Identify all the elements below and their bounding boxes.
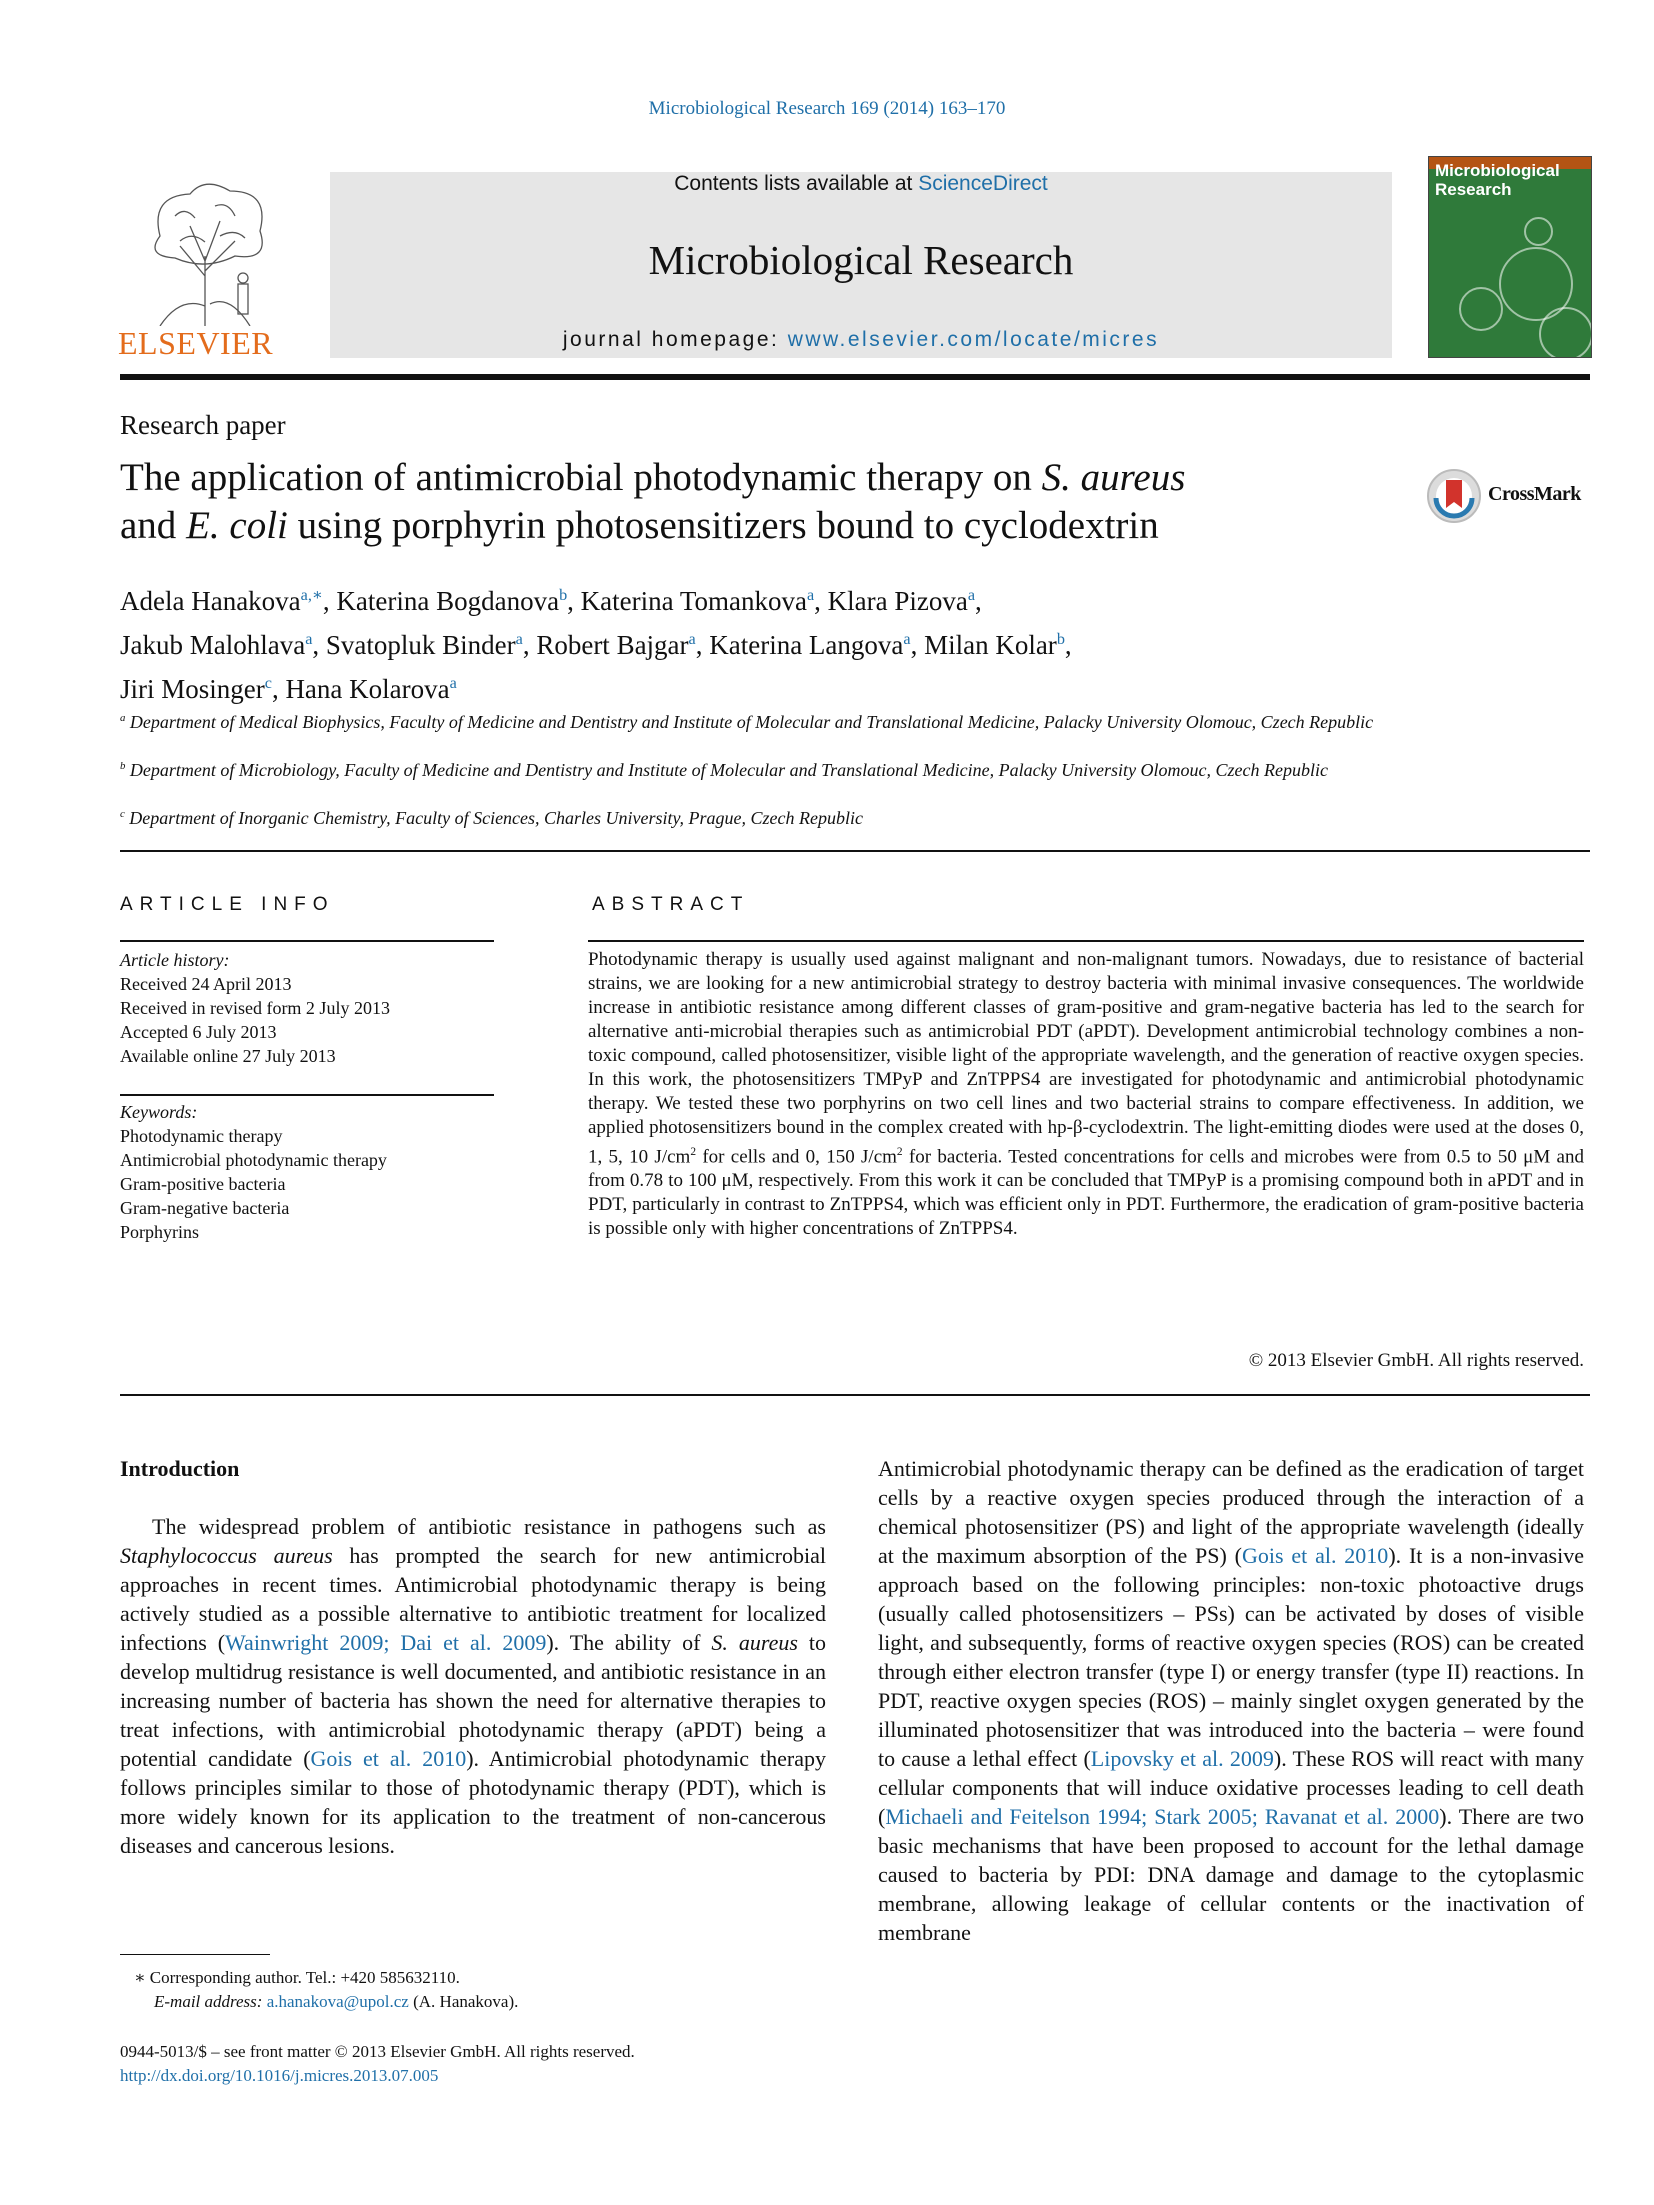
email-link[interactable]: a.hanakova@upol.cz <box>266 1992 409 2011</box>
crossmark-label: CrossMark <box>1488 483 1581 505</box>
author[interactable]: Jakub Malohlava$^a$ <box>120 630 313 660</box>
divider <box>120 940 494 942</box>
keyword: Antimicrobial photodynamic therapy <box>120 1150 387 1170</box>
contents-prefix: Contents lists available at <box>674 172 919 195</box>
abstract-text: Photodynamic therapy is usually used against malignant and non-malignant tumors. Nowadays, due to resistance of bacterial strains, we are looking for a new antimicrobial strategy to destroy bacteria with minimal invasive consequences. The worldwide increase in antibiotic resistance among different classes of gram-positive and gram-negative bacteria has led to the search for alternative anti-microbial therapies such as antimicrobial PDT (aPDT). Development antimicrobial technology combines a non-toxic compound, called photosensitizer, visible light of the appropriate wavelength, and the generation of reactive oxygen species. In this work, the photosensitizers TMPyP and ZnTPPS4 are investigated for photodynamic and antimicrobial photodynamic therapy. We tested these two porphyrins on two cell lines and two bacterial strains to compare effectiveness. In addition, we applied photosensitizers bound in the complex created with hp-β-cyclodextrin. The light-emitting diodes were used at the doses 0, 1, 5, 10 $J/cm^2$ for cells and 0, 150 $J/cm^2$ for bacteria. Tested concentrations for cells and microbes were from 0.5 to 50 μM and from 0.78 to 100 μM, respectively. From this work it can be concluded that TMPyP is a promising compound both in aPDT and in PDT, particularly in contrast to ZnTPPS4, which was efficient only in PDT. Furthermore, the eradication of gram-positive bacteria is possible only with higher concentrations of ZnTPPS4. <box>588 949 1584 1240</box>
author[interactable]: Robert Bajgar$^a$ <box>536 630 696 660</box>
history-item: Received in revised form 2 July 2013 <box>120 998 390 1018</box>
article-info-heading: ARTICLE INFO <box>120 894 335 915</box>
keyword: Gram-negative bacteria <box>120 1198 290 1218</box>
doi-link[interactable]: http://dx.doi.org/10.1016/j.micres.2013.07.005 <box>120 2066 439 2085</box>
crossmark-badge[interactable] <box>1426 468 1596 524</box>
affiliation-a: $^a$ Department of Medical Biophysics, Faculty of Medicine and Dentistry and Institute of Molecular and Translational Medicine, Palacky University Olomouc, Czech Republic <box>120 712 1374 732</box>
cover-title: Microbiological Research <box>1435 161 1560 199</box>
citation-link[interactable]: Lipovsky et al. 2009 <box>1090 1746 1274 1771</box>
keyword: Porphyrins <box>120 1222 200 1242</box>
keyword: Photodynamic therapy <box>120 1126 283 1146</box>
affiliation-b: $^b$ Department of Microbiology, Faculty of Medicine and Dentistry and Institute of Molecular and Translational Medicine, Palacky University Olomouc, Czech Republic <box>120 760 1329 780</box>
intro-left-column: The widespread problem of antibiotic resistance in pathogens such as Staphylococcus aureus has prompted the search for new antimicrobial approaches in recent times. Antimicrobial photodynamic therapy is being actively studied as a possible alternative to antibiotic treatment for localized infections (Wainwright 2009; Dai et al. 2009). The ability of S. aureus to develop multidrug resistance is well documented, and antibiotic resistance in an increasing number of bacteria has shown the need for alternative therapies to treat infections, with antimicrobial photodynamic therapy (aPDT) being a potential candidate (Gois et al. 2010). Antimicrobial photodynamic therapy follows principles similar to those of photodynamic therapy (PDT), which is more widely known for its application to the treatment of non-cancerous diseases and cancerous lesions. <box>120 1514 826 1858</box>
contents-line <box>330 172 1392 196</box>
paper-type: Research paper <box>120 410 286 440</box>
elsevier-wordmark: ELSEVIER <box>118 325 274 361</box>
abstract-copyright: © 2013 Elsevier GmbH. All rights reserved. <box>1248 1350 1584 1371</box>
citation-link[interactable]: Gois et al. 2010 <box>310 1746 467 1771</box>
issn-line: 0944-5013/$ – see front matter © 2013 Elsevier GmbH. All rights reserved. <box>120 2042 635 2061</box>
author[interactable]: Hana Kolarova$^a$ <box>285 674 457 704</box>
divider <box>120 1394 1590 1396</box>
abstract-heading: ABSTRACT <box>592 894 750 915</box>
journal-cover-thumbnail[interactable] <box>1428 156 1592 358</box>
journal-name: Microbiological Research <box>648 237 1074 283</box>
author[interactable]: Milan Kolar$^b$ <box>924 630 1065 660</box>
homepage-label: journal homepage: <box>562 328 788 351</box>
author[interactable]: Adela Hanakova$^{a,∗}$ <box>120 586 323 616</box>
citation-link[interactable]: Michaeli and Feitelson 1994; Stark 2005; Ravanat et al. 2000 <box>885 1804 1440 1829</box>
divider <box>588 940 1584 942</box>
author[interactable]: Svatopluk Binder$^a$ <box>325 630 523 660</box>
keyword: Gram-positive bacteria <box>120 1174 286 1194</box>
divider <box>120 850 1590 852</box>
author-list: Adela Hanakova$^{a,∗}$, Katerina Bogdanova$^b$, Katerina Tomankova$^a$, Klara Pizova$^a$, Jakub Malohlava$^a$, Svatopluk Binder$^a$, Robert Bajgar$^a$, Katerina Langova$^a$, Milan Kolar$^b$, Jiri Mosinger$^c$, Hana Kolarova$^a$ <box>120 586 1072 704</box>
divider <box>120 1094 494 1096</box>
front-matter <box>120 2040 920 2088</box>
article-title: The application of antimicrobial photodynamic therapy on S. aureus and E. coli using porphyrin photosensitizers bound to cyclodextrin <box>120 456 1186 547</box>
introduction-heading: Introduction <box>120 1456 240 1481</box>
citation-link[interactable]: Wainwright 2009; Dai et al. 2009 <box>225 1630 547 1655</box>
author[interactable]: Klara Pizova$^a$ <box>827 586 976 616</box>
history-item: Available online 27 July 2013 <box>120 1046 336 1066</box>
journal-reference[interactable]: Microbiological Research 169 (2014) 163–170 <box>648 98 1006 119</box>
footnote-rule <box>120 1954 270 1955</box>
author[interactable]: Jiri Mosinger$^c$ <box>120 674 272 704</box>
crossmark-icon <box>1426 468 1482 524</box>
author[interactable]: Katerina Tomankova$^a$ <box>580 586 815 616</box>
intro-right-column: Antimicrobial photodynamic therapy can be defined as the eradication of target cells by a reactive oxygen species produced through the interaction of a chemical photosensitizer (PS) and light of the appropriate wavelength (ideally at the maximum absorption of the PS) (Gois et al. 2010). It is a non-invasive approach based on the following principles: non-toxic photoactive drugs (usually called photosensitizers – PSs) can be activated by doses of visible light, and subsequently, forms of reactive oxygen species (ROS) can be created through either electron transfer (type I) or energy transfer (type II) reactions. In PDT, reactive oxygen species (ROS) – mainly singlet oxygen generated by the illuminated photosensitizer that was introduced into the bacteria – were found to cause a lethal effect (Lipovsky et al. 2009). These ROS will react with many cellular components that will induce oxidative processes leading to cell death (Michaeli and Feitelson 1994; Stark 2005; Ravanat et al. 2000). There are two basic mechanisms that have been proposed to account for the lethal damage caused to bacteria by PDI: DNA damage and damage to the cytoplasmic membrane, allowing leakage of cellular contents or the inactivation of membrane <box>878 1456 1585 1945</box>
citation-link[interactable]: Gois et al. 2010 <box>1242 1543 1389 1568</box>
affiliation-c: $^c$ Department of Inorganic Chemistry, Faculty of Sciences, Charles University, Prague, Czech Republic <box>120 808 863 828</box>
journal-homepage <box>330 328 1392 352</box>
history-item: Received 24 April 2013 <box>120 974 292 994</box>
homepage-link[interactable]: www.elsevier.com/locate/micres <box>787 328 1160 351</box>
history-item: Accepted 6 July 2013 <box>120 1022 277 1042</box>
keywords: Keywords: Photodynamic therapy Antimicrobial photodynamic therapy Gram-positive bacteria Gram-negative bacteria Porphyrins <box>120 1100 500 1244</box>
author[interactable]: Katerina Bogdanova$^b$ <box>336 586 568 616</box>
header-rule <box>120 374 1590 380</box>
author[interactable]: Katerina Langova$^a$ <box>709 630 911 660</box>
corresponding-author: ∗ Corresponding author. Tel.: +420 585632110. E-mail address: a.hanakova@upol.cz (A. Hanakova). <box>134 1968 519 2011</box>
article-history: Article history: Received 24 April 2013 Received in revised form 2 July 2013 Accepted 6 July 2013 Available online 27 July 2013 <box>120 948 500 1068</box>
sciencedirect-link[interactable]: ScienceDirect <box>918 172 1048 195</box>
